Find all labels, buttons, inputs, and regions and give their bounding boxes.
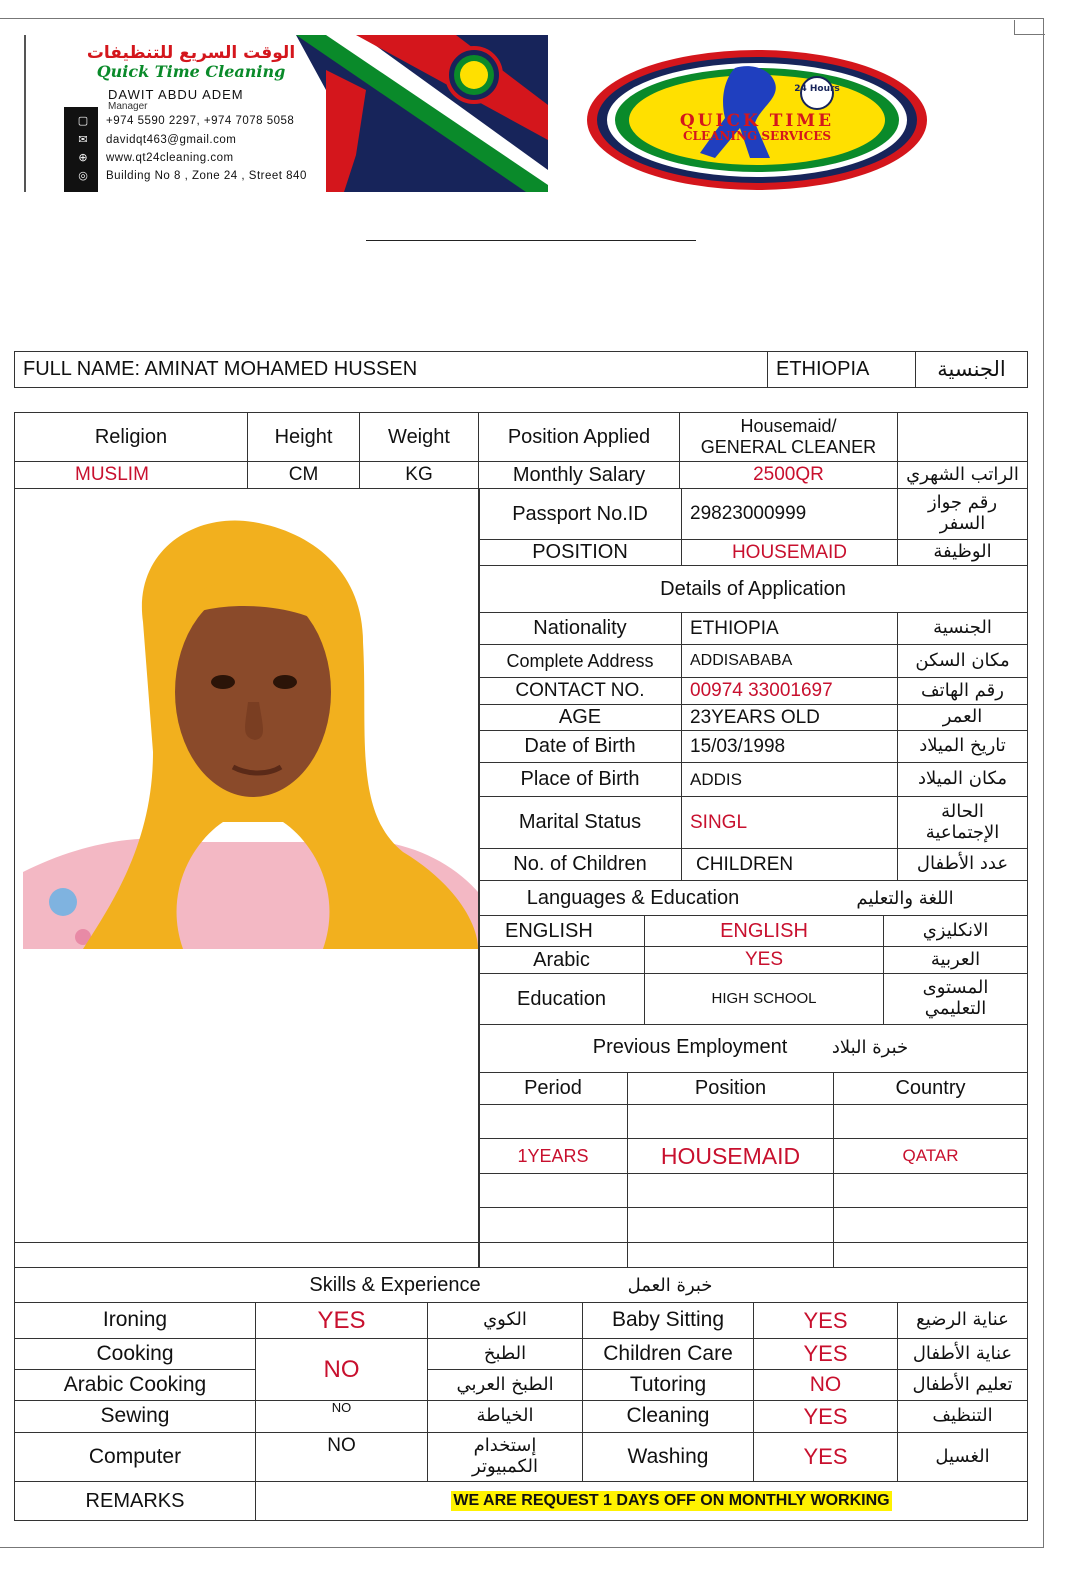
skill-ironing-value: YES: [255, 1302, 428, 1339]
skill-ironing-arabic: الكوي: [427, 1302, 583, 1339]
pob-arabic: مكان الميلاد: [897, 762, 1028, 797]
skill-cooking: Cooking: [14, 1338, 256, 1370]
nationality-arabic: الجنسية: [915, 351, 1028, 388]
company-name-arabic: الوقت السريع للتنظيفات: [86, 43, 296, 63]
card-website: www.qt24cleaning.com: [106, 152, 234, 164]
position-applied-label: Position Applied: [478, 412, 680, 462]
skill-cleaning: Cleaning: [582, 1400, 754, 1433]
emblem-subtitle: CLEANING SERVICES: [682, 129, 832, 143]
skill-tutoring-arabic: تعليم الأطفال: [897, 1369, 1028, 1401]
skill-baby-arabic: عناية الرضيع: [897, 1302, 1028, 1339]
skill-washing: Washing: [582, 1432, 754, 1482]
height-value: CM: [247, 461, 360, 489]
candidate-photo: [23, 492, 478, 949]
skill-computer-arabic: [427, 1432, 583, 1482]
passport-value: 29823000999: [681, 488, 898, 540]
employment-col-country: Country: [833, 1072, 1028, 1105]
employment-empty-cell: [627, 1173, 834, 1208]
phone-icon: ▢: [77, 115, 89, 127]
passport-arabic: [897, 488, 1028, 540]
employment-col-position: Position: [627, 1072, 834, 1105]
skill-sewing-value: NO: [255, 1400, 428, 1433]
weight-value: KG: [359, 461, 479, 489]
education-arabic: [883, 973, 1028, 1025]
arabic-arabic: العربية: [883, 946, 1028, 974]
employment-empty-cell: [833, 1242, 1028, 1268]
skill-baby-value: YES: [753, 1302, 898, 1339]
english-label: ENGLISH: [478, 915, 645, 947]
arabic-label: Arabic: [478, 946, 645, 974]
passport-label: Passport No.ID: [478, 488, 682, 540]
arabic-value: YES: [644, 946, 884, 974]
employment-position: HOUSEMAID: [627, 1138, 834, 1174]
position-applied-line2: GENERAL CLEANER: [700, 437, 877, 457]
address-label: Complete Address: [478, 644, 682, 678]
age-value: 23YEARS OLD: [681, 704, 898, 731]
marital-value: SINGL: [681, 796, 898, 849]
employment-col-period: Period: [478, 1072, 628, 1105]
full-name: FULL NAME: AMINAT MOHAMED HUSSEN: [14, 351, 768, 388]
employment-title-arabic: خبرة البلاد: [831, 1037, 909, 1058]
pob-value: ADDIS: [681, 762, 898, 797]
blank-row: [14, 1242, 480, 1268]
contact-label: CONTACT NO.: [478, 677, 682, 705]
skill-computer-arabic-line2: الكمبيوتر: [472, 1456, 538, 1477]
employment-empty-cell: [833, 1104, 1028, 1139]
skill-tutoring: Tutoring: [582, 1369, 754, 1401]
skill-computer-value: NO: [255, 1432, 428, 1482]
marital-arabic: [897, 796, 1028, 849]
skill-tutoring-value: NO: [753, 1369, 898, 1401]
dob-arabic: تاريخ الميلاد: [897, 730, 1028, 763]
skill-washing-value: YES: [753, 1432, 898, 1482]
education-arabic-line2: التعليمي: [924, 998, 987, 1019]
skills-section: [14, 1267, 1028, 1303]
children-value: CHILDREN: [681, 848, 898, 881]
emblem-badge: 24 Hours: [794, 84, 840, 94]
employment-empty-cell: [478, 1104, 628, 1139]
education-label: Education: [478, 973, 645, 1025]
employment-title: Previous Employment: [592, 1036, 788, 1058]
corner-mark: [1014, 20, 1045, 35]
skill-cooking-arabic: الطبخ: [427, 1338, 583, 1370]
address-arabic: مكان السكن: [897, 644, 1028, 678]
skill-children-value: YES: [753, 1338, 898, 1370]
children-arabic: عدد الأطفال: [897, 848, 1028, 881]
monthly-salary-label: Monthly Salary: [478, 461, 680, 489]
location-icon: ◎: [78, 170, 88, 182]
skill-baby: Baby Sitting: [582, 1302, 754, 1339]
manager-role: Manager: [108, 101, 148, 112]
position-label: POSITION: [478, 539, 682, 566]
nationality-detail-arabic: الجنسية: [897, 612, 1028, 645]
marital-arabic-line2: الإجتماعية: [925, 821, 1000, 843]
contact-arabic: رقم الهاتف: [897, 677, 1028, 705]
position-arabic: الوظيفة: [897, 539, 1028, 566]
dob-value: 15/03/1998: [681, 730, 898, 763]
position-value: HOUSEMAID: [681, 539, 898, 566]
skill-computer-arabic-line1: إستخدام: [473, 1435, 537, 1457]
marital-label: Marital Status: [478, 796, 682, 849]
manager-name: DAWIT ABDU ADEM: [108, 87, 244, 102]
employment-period: 1YEARS: [478, 1138, 628, 1174]
remarks-cell: [255, 1481, 1028, 1521]
monthly-salary-value: 2500QR: [679, 461, 898, 489]
position-applied-value: [679, 412, 898, 462]
employment-empty-cell: [833, 1207, 1028, 1243]
position-applied-line1: Housemaid/: [740, 416, 837, 437]
remarks-text: WE ARE REQUEST 1 DAYS OFF ON MONTHLY WORKING: [451, 1491, 891, 1511]
height-label: Height: [247, 412, 360, 462]
english-value: ENGLISH: [644, 915, 884, 947]
monthly-salary-arabic: الراتب الشهري: [897, 461, 1028, 489]
religion-value: MUSLIM: [14, 461, 248, 489]
skill-cleaning-arabic: التنظيف: [897, 1400, 1028, 1433]
skill-cleaning-value: YES: [753, 1400, 898, 1433]
pob-label: Place of Birth: [478, 762, 682, 797]
passport-arabic-line1: رقم جواز: [927, 492, 998, 514]
company-name: Quick Time Cleaning: [96, 62, 286, 81]
globe-icon: ⊕: [78, 152, 88, 164]
skill-ironing: Ironing: [14, 1302, 256, 1339]
education-value: HIGH SCHOOL: [644, 973, 884, 1025]
skill-children-arabic: عناية الأطفال: [897, 1338, 1028, 1370]
skill-cooking-value: NO: [255, 1338, 428, 1401]
card-email: davidqt463@gmail.com: [106, 134, 237, 146]
employment-empty-cell: [627, 1104, 834, 1139]
empty-cell: [897, 412, 1028, 462]
skill-arabic-cooking-arabic: الطبخ العربي: [427, 1369, 583, 1401]
nationality-detail-value: ETHIOPIA: [681, 612, 898, 645]
dob-label: Date of Birth: [478, 730, 682, 763]
skill-children: Children Care: [582, 1338, 754, 1370]
employment-empty-cell: [627, 1242, 834, 1268]
age-label: AGE: [478, 704, 682, 731]
skill-sewing-arabic: الخياطة: [427, 1400, 583, 1433]
age-arabic: العمر: [897, 704, 1028, 731]
nationality-value: ETHIOPIA: [767, 351, 916, 388]
email-icon: ✉: [78, 134, 88, 146]
business-card: [24, 35, 548, 192]
skill-washing-arabic: الغسيل: [897, 1432, 1028, 1482]
languages-title: Languages & Education: [526, 886, 740, 909]
english-arabic: الانكليزي: [883, 915, 1028, 947]
skill-sewing: Sewing: [14, 1400, 256, 1433]
weight-label: Weight: [359, 412, 479, 462]
employment-country: QATAR: [833, 1138, 1028, 1174]
education-arabic-line1: المستوى: [922, 977, 989, 999]
passport-arabic-line2: السفر: [939, 513, 986, 534]
contact-value: 00974 33001697: [681, 677, 898, 705]
signature-line: [366, 240, 696, 241]
remarks-label: REMARKS: [14, 1481, 256, 1521]
employment-empty-cell: [478, 1173, 628, 1208]
details-section-title: Details of Application: [478, 565, 1028, 613]
languages-title-arabic: اللغة والتعليم: [856, 887, 954, 909]
employment-empty-cell: [627, 1207, 834, 1243]
card-address: Building No 8 , Zone 24 , Street 840: [106, 170, 307, 182]
skills-title-arabic: خبرة العمل: [627, 1274, 713, 1296]
employment-empty-cell: [478, 1207, 628, 1243]
skills-title: Skills & Experience: [309, 1273, 481, 1296]
emblem-title: QUICK TIME: [679, 111, 835, 131]
children-label: No. of Children: [478, 848, 682, 881]
religion-label: Religion: [14, 412, 248, 462]
skill-computer: Computer: [14, 1432, 256, 1482]
employment-empty-cell: [478, 1242, 628, 1268]
nationality-label: Nationality: [478, 612, 682, 645]
card-phone: +974 5590 2297, +974 7078 5058: [106, 115, 295, 127]
address-value: ADDISABABA: [681, 644, 898, 678]
company-emblem: [585, 48, 930, 193]
skill-arabic-cooking: Arabic Cooking: [14, 1369, 256, 1401]
marital-arabic-line1: الحالة: [941, 800, 984, 822]
employment-empty-cell: [833, 1173, 1028, 1208]
